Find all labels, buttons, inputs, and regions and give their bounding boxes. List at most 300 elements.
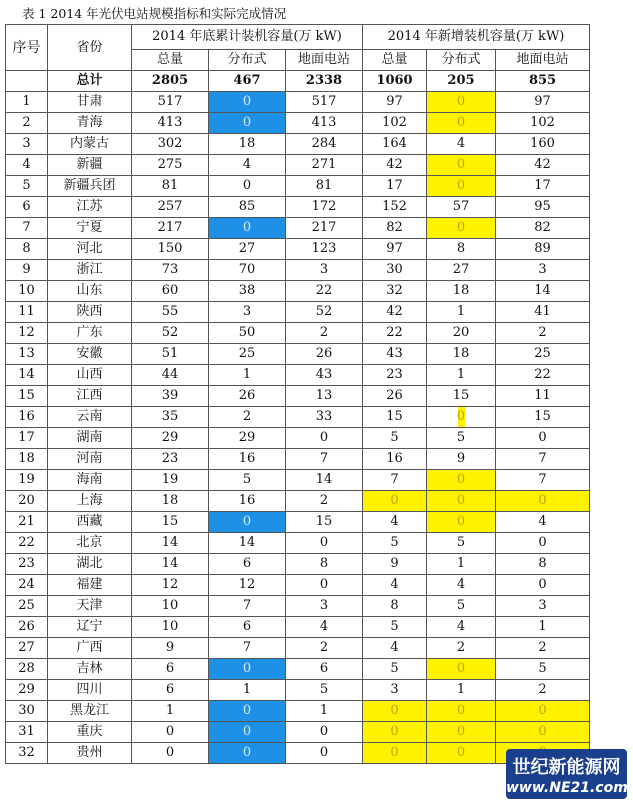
watermark-url: www.NE21.com [506, 780, 628, 796]
row-province: 内蒙古 [48, 134, 132, 155]
table-cell: 5 [363, 533, 427, 554]
row-seq: 27 [6, 638, 48, 659]
table-cell: 0 [286, 428, 363, 449]
table-cell: 27 [209, 239, 286, 260]
table-cell: 32 [363, 281, 427, 302]
table-row [6, 260, 590, 281]
total-cell: 205 [427, 71, 496, 92]
table-cell: 73 [132, 260, 209, 281]
table-cell: 0 [286, 533, 363, 554]
row-seq: 5 [6, 176, 48, 197]
table-cell: 5 [363, 617, 427, 638]
table-cell: 275 [132, 155, 209, 176]
row-seq: 9 [6, 260, 48, 281]
table-row [6, 659, 590, 680]
table-row [6, 365, 590, 386]
table-cell: 82 [363, 218, 427, 239]
table-cell: 17 [363, 176, 427, 197]
table-cell: 42 [363, 302, 427, 323]
table-cell: 3 [496, 260, 590, 281]
table-cell: 82 [496, 218, 590, 239]
row-seq: 23 [6, 554, 48, 575]
table-cell: 6 [209, 617, 286, 638]
row-province: 新疆兵团 [48, 176, 132, 197]
table-cell: 0 [427, 470, 496, 491]
row-province: 广西 [48, 638, 132, 659]
table-cell: 4 [363, 638, 427, 659]
table-cell: 39 [132, 386, 209, 407]
table-cell: 7 [363, 470, 427, 491]
table-cell: 0 [427, 743, 496, 764]
table-cell: 3 [363, 680, 427, 701]
table-row [6, 701, 590, 722]
row-seq: 24 [6, 575, 48, 596]
table-cell: 14 [132, 533, 209, 554]
total-cell: 467 [209, 71, 286, 92]
table-cell: 0 [132, 743, 209, 764]
row-seq: 29 [6, 680, 48, 701]
table-cell: 12 [209, 575, 286, 596]
table-cell: 23 [363, 365, 427, 386]
table-cell: 97 [496, 92, 590, 113]
row-seq: 16 [6, 407, 48, 428]
table-cell: 70 [209, 260, 286, 281]
total-seq-cell [6, 71, 48, 92]
row-seq: 12 [6, 323, 48, 344]
table-cell: 11 [496, 386, 590, 407]
table-row [6, 239, 590, 260]
row-seq: 30 [6, 701, 48, 722]
table-cell: 217 [132, 218, 209, 239]
row-province: 天津 [48, 596, 132, 617]
row-seq: 4 [6, 155, 48, 176]
table-cell: 3 [286, 260, 363, 281]
table-cell: 413 [132, 113, 209, 134]
table-cell: 2 [286, 638, 363, 659]
table-cell: 14 [286, 470, 363, 491]
table-row [6, 470, 590, 491]
table-cell: 517 [286, 92, 363, 113]
row-province: 海南 [48, 470, 132, 491]
table-cell: 0 [496, 491, 590, 512]
table-cell: 7 [496, 470, 590, 491]
table-cell: 16 [363, 449, 427, 470]
table-cell: 15 [363, 407, 427, 428]
table-cell: 102 [496, 113, 590, 134]
row-province: 新疆 [48, 155, 132, 176]
row-seq: 26 [6, 617, 48, 638]
table-cell: 38 [209, 281, 286, 302]
table-cell: 15 [286, 512, 363, 533]
table-cell: 9 [132, 638, 209, 659]
table-cell: 55 [132, 302, 209, 323]
table-cell: 26 [286, 344, 363, 365]
table-cell: 5 [286, 680, 363, 701]
table-cell: 26 [363, 386, 427, 407]
header-new-group: 2014 年新增装机容量(万 kW) [363, 25, 590, 50]
table-cell: 22 [286, 281, 363, 302]
table-cell: 0 [209, 218, 286, 239]
header-sub: 总量 [132, 50, 209, 71]
table-cell: 15 [427, 386, 496, 407]
row-province: 贵州 [48, 743, 132, 764]
table-row [6, 134, 590, 155]
row-province: 北京 [48, 533, 132, 554]
table-cell: 0 [209, 722, 286, 743]
header-sub: 总量 [363, 50, 427, 71]
row-province: 陕西 [48, 302, 132, 323]
row-province: 湖北 [48, 554, 132, 575]
row-province: 黑龙江 [48, 701, 132, 722]
table-row [6, 491, 590, 512]
table-cell: 6 [286, 659, 363, 680]
table-row [6, 554, 590, 575]
table-cell: 0 [363, 701, 427, 722]
table-cell: 25 [496, 344, 590, 365]
row-province: 江西 [48, 386, 132, 407]
table-cell: 43 [286, 365, 363, 386]
total-cell: 855 [496, 71, 590, 92]
table-cell: 257 [132, 197, 209, 218]
row-province: 西藏 [48, 512, 132, 533]
table-cell: 5 [363, 428, 427, 449]
table-cell: 19 [132, 470, 209, 491]
table-cell: 18 [209, 134, 286, 155]
table-cell: 97 [363, 239, 427, 260]
table-row [6, 92, 590, 113]
table-cell: 164 [363, 134, 427, 155]
table-cell: 5 [363, 659, 427, 680]
table-cell: 0 [427, 512, 496, 533]
watermark-logo [506, 749, 627, 799]
table-cell: 517 [132, 92, 209, 113]
table-cell: 4 [363, 575, 427, 596]
row-seq: 15 [6, 386, 48, 407]
row-seq: 13 [6, 344, 48, 365]
table-cell: 0 [496, 428, 590, 449]
table-cell: 0 [363, 743, 427, 764]
table-cell: 0 [427, 113, 496, 134]
table-cell: 4 [427, 575, 496, 596]
table-row [6, 596, 590, 617]
table-cell: 8 [496, 554, 590, 575]
table-cell: 10 [132, 596, 209, 617]
table-cell: 1 [286, 701, 363, 722]
table-cell: 15 [132, 512, 209, 533]
row-seq: 3 [6, 134, 48, 155]
table-cell: 17 [496, 176, 590, 197]
table-cell: 20 [427, 323, 496, 344]
table-cell: 3 [286, 596, 363, 617]
row-seq: 10 [6, 281, 48, 302]
table-cell: 81 [132, 176, 209, 197]
row-province: 福建 [48, 575, 132, 596]
table-row [6, 197, 590, 218]
table-cell: 1 [427, 302, 496, 323]
table-cell: 0 [363, 722, 427, 743]
total-cell: 2805 [132, 71, 209, 92]
table-cell: 8 [286, 554, 363, 575]
table-cell: 0 [427, 218, 496, 239]
table-cell: 4 [427, 617, 496, 638]
table-cell: 95 [496, 197, 590, 218]
table-cell: 150 [132, 239, 209, 260]
table-cell: 413 [286, 113, 363, 134]
row-seq: 8 [6, 239, 48, 260]
table-cell: 0 [209, 743, 286, 764]
row-province: 甘肃 [48, 92, 132, 113]
table-cell: 25 [209, 344, 286, 365]
table-cell: 4 [363, 512, 427, 533]
table-row [6, 302, 590, 323]
pv-capacity-table [5, 24, 590, 764]
row-seq: 6 [6, 197, 48, 218]
table-cell: 2 [286, 323, 363, 344]
total-label: 总计 [48, 71, 132, 92]
table-cell: 6 [132, 659, 209, 680]
table-cell: 89 [496, 239, 590, 260]
table-cell: 57 [427, 197, 496, 218]
table-cell: 52 [132, 323, 209, 344]
table-row [6, 281, 590, 302]
row-seq: 21 [6, 512, 48, 533]
table-cell: 4 [427, 134, 496, 155]
table-row [6, 638, 590, 659]
table-row [6, 743, 590, 764]
table-cell: 0 [496, 575, 590, 596]
table-cell: 0 [427, 155, 496, 176]
table-cell: 1 [132, 701, 209, 722]
table-cell: 0 [286, 722, 363, 743]
table-cell: 1 [209, 680, 286, 701]
table-row [6, 428, 590, 449]
table-cell: 60 [132, 281, 209, 302]
table-row [6, 218, 590, 239]
table-cell: 6 [209, 554, 286, 575]
row-seq: 11 [6, 302, 48, 323]
table-cell: 51 [132, 344, 209, 365]
table-row [6, 533, 590, 554]
row-province: 重庆 [48, 722, 132, 743]
row-seq: 14 [6, 365, 48, 386]
table-cell: 0 [427, 491, 496, 512]
row-province: 山东 [48, 281, 132, 302]
table-cell: 14 [496, 281, 590, 302]
watermark-title: 世纪新能源网 [512, 757, 621, 778]
row-seq: 17 [6, 428, 48, 449]
table-cell: 3 [496, 596, 590, 617]
table-row [6, 407, 590, 428]
row-seq: 18 [6, 449, 48, 470]
header-sub: 分布式 [209, 50, 286, 71]
row-seq: 32 [6, 743, 48, 764]
row-seq: 31 [6, 722, 48, 743]
row-seq: 20 [6, 491, 48, 512]
table-cell: 1 [427, 554, 496, 575]
table-cell: 0 [427, 176, 496, 197]
table-cell: 0 [209, 113, 286, 134]
table-cell: 18 [132, 491, 209, 512]
table-cell: 14 [209, 533, 286, 554]
table-cell: 30 [363, 260, 427, 281]
table-cell: 7 [209, 596, 286, 617]
row-province: 安徽 [48, 344, 132, 365]
table-cell: 14 [132, 554, 209, 575]
row-province: 河南 [48, 449, 132, 470]
table-cell: 2 [209, 407, 286, 428]
table-cell: 52 [286, 302, 363, 323]
total-cell: 1060 [363, 71, 427, 92]
table-cell: 4 [286, 617, 363, 638]
table-cell: 16 [209, 491, 286, 512]
table-cell: 85 [209, 197, 286, 218]
header-sub: 地面电站 [286, 50, 363, 71]
table-caption: 表 1 2014 年光伏电站规模指标和实际完成情况 [22, 6, 287, 21]
row-seq: 25 [6, 596, 48, 617]
row-province: 河北 [48, 239, 132, 260]
table-cell: 13 [286, 386, 363, 407]
table-cell: 27 [427, 260, 496, 281]
row-seq: 1 [6, 92, 48, 113]
table-cell: 42 [496, 155, 590, 176]
row-province: 青海 [48, 113, 132, 134]
row-province: 云南 [48, 407, 132, 428]
table-cell: 5 [427, 428, 496, 449]
table-cell: 16 [209, 449, 286, 470]
table-cell: 22 [363, 323, 427, 344]
table-cell: 35 [132, 407, 209, 428]
table-row [6, 680, 590, 701]
table-cell: 102 [363, 113, 427, 134]
header-seq: 序号 [6, 25, 48, 71]
row-seq: 19 [6, 470, 48, 491]
table-cell: 2 [286, 491, 363, 512]
table-cell: 10 [132, 617, 209, 638]
table-cell: 42 [363, 155, 427, 176]
table-row [6, 617, 590, 638]
table-cell: 26 [209, 386, 286, 407]
table-cell: 23 [132, 449, 209, 470]
table-cell: 0 [209, 701, 286, 722]
table-cell: 152 [363, 197, 427, 218]
table-cell: 0 [496, 701, 590, 722]
table-cell: 8 [427, 239, 496, 260]
row-seq: 2 [6, 113, 48, 134]
table-cell: 1 [209, 365, 286, 386]
row-seq: 22 [6, 533, 48, 554]
total-cell: 2338 [286, 71, 363, 92]
row-province: 吉林 [48, 659, 132, 680]
table-row [6, 386, 590, 407]
table-cell: 12 [132, 575, 209, 596]
table-cell: 160 [496, 134, 590, 155]
table-cell: 0 [209, 92, 286, 113]
row-province: 上海 [48, 491, 132, 512]
table-cell: 3 [209, 302, 286, 323]
table-cell: 271 [286, 155, 363, 176]
table-row [6, 155, 590, 176]
table-cell: 9 [427, 449, 496, 470]
table-cell: 33 [286, 407, 363, 428]
table-cell: 2 [496, 638, 590, 659]
table-cell: 81 [286, 176, 363, 197]
table-cell: 97 [363, 92, 427, 113]
table-cell: 8 [363, 596, 427, 617]
table-cell: 2 [496, 323, 590, 344]
header-province: 省份 [48, 25, 132, 71]
table-cell: 0 [427, 701, 496, 722]
row-province: 江苏 [48, 197, 132, 218]
table-cell: 5 [427, 596, 496, 617]
table-row [6, 113, 590, 134]
table-cell: 0 [496, 722, 590, 743]
table-cell: 0 [427, 722, 496, 743]
table-cell: 172 [286, 197, 363, 218]
table-cell: 15 [496, 407, 590, 428]
table-cell: 4 [496, 512, 590, 533]
row-seq: 7 [6, 218, 48, 239]
table-cell: 284 [286, 134, 363, 155]
total-row [6, 71, 590, 92]
row-province: 宁夏 [48, 218, 132, 239]
table-row [6, 176, 590, 197]
table-cell: 2 [427, 638, 496, 659]
table-cell: 5 [496, 659, 590, 680]
table-cell: 0 [209, 176, 286, 197]
table-cell: 0 [427, 407, 496, 428]
row-province: 辽宁 [48, 617, 132, 638]
table-cell: 0 [209, 659, 286, 680]
table-row [6, 323, 590, 344]
table-row [6, 575, 590, 596]
header-sub: 分布式 [427, 50, 496, 71]
row-seq: 28 [6, 659, 48, 680]
table-cell: 5 [427, 533, 496, 554]
table-cell: 29 [209, 428, 286, 449]
table-cell: 4 [209, 155, 286, 176]
row-province: 山西 [48, 365, 132, 386]
table-cell: 22 [496, 365, 590, 386]
table-cell: 0 [496, 533, 590, 554]
header-cumulative-group: 2014 年底累计装机容量(万 kW) [132, 25, 363, 50]
table-cell: 2 [496, 680, 590, 701]
table-cell: 1 [496, 617, 590, 638]
table-cell: 44 [132, 365, 209, 386]
table-cell: 0 [427, 92, 496, 113]
row-province: 四川 [48, 680, 132, 701]
table-row [6, 512, 590, 533]
table-cell: 9 [363, 554, 427, 575]
row-province: 湖南 [48, 428, 132, 449]
table-cell: 1 [427, 680, 496, 701]
table-row [6, 722, 590, 743]
table-cell: 50 [209, 323, 286, 344]
table-row [6, 449, 590, 470]
table-cell: 18 [427, 344, 496, 365]
table-cell: 0 [209, 512, 286, 533]
table-cell: 7 [209, 638, 286, 659]
table-cell: 0 [427, 659, 496, 680]
table-cell: 18 [427, 281, 496, 302]
table-cell: 0 [132, 722, 209, 743]
table-row [6, 344, 590, 365]
table-cell: 302 [132, 134, 209, 155]
table-cell: 0 [286, 743, 363, 764]
table-cell: 0 [363, 491, 427, 512]
table-cell: 0 [286, 575, 363, 596]
table-cell: 1 [427, 365, 496, 386]
table-cell: 29 [132, 428, 209, 449]
